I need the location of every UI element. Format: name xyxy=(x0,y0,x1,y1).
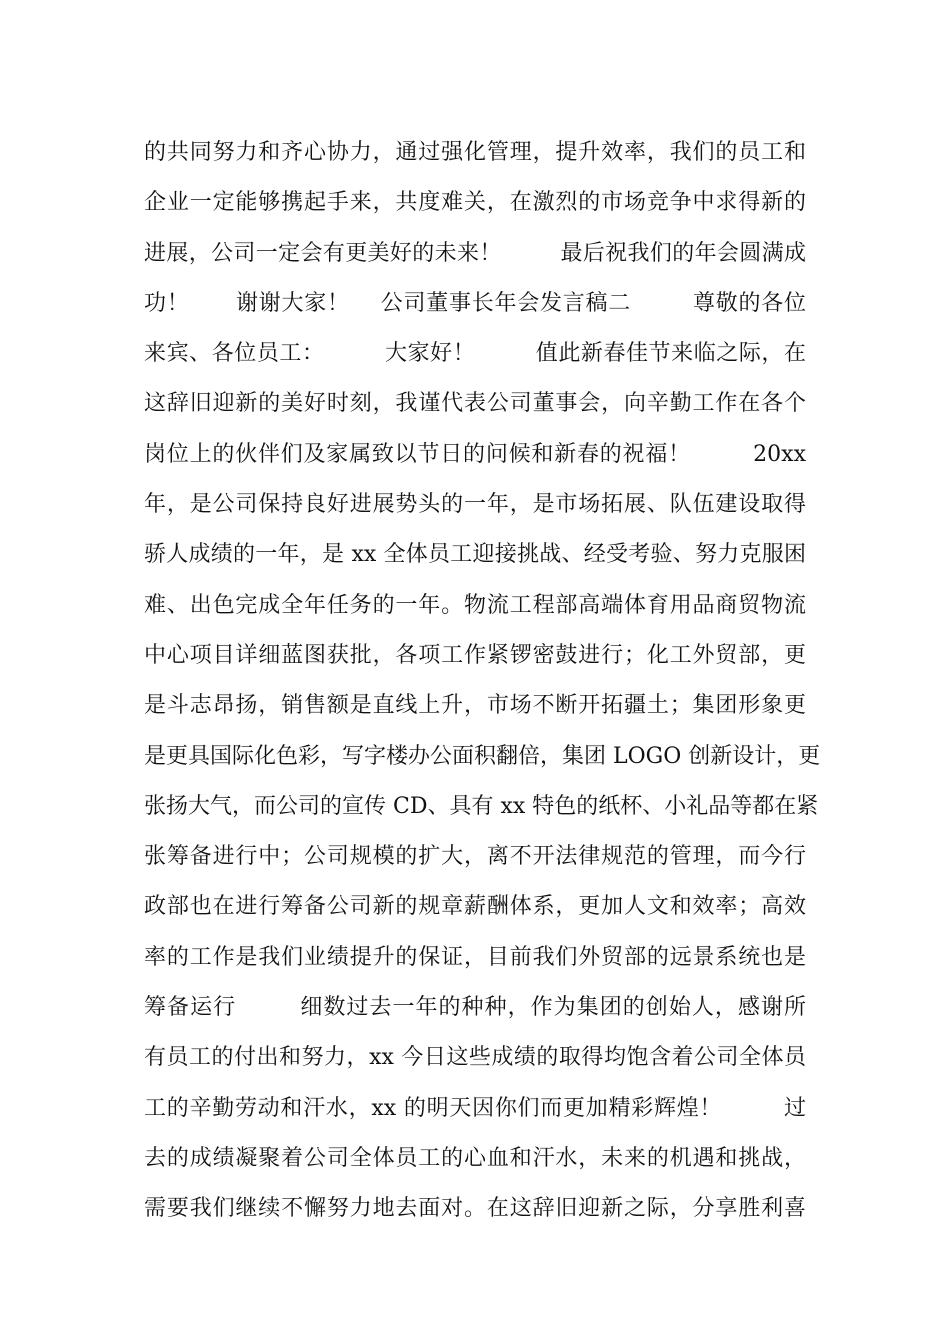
text-line: 工的辛勤劳动和汗水，xx 的明天因你们而更加精彩辉煌！ 过 xyxy=(144,1095,806,1121)
body-text xyxy=(144,128,821,1235)
text-line: 的共同努力和齐心协力，通过强化管理，提升效率，我们的员工和 xyxy=(144,140,806,165)
text-line: 中心项目详细蓝图获批，各项工作紧锣密鼓进行；化工外贸部，更 xyxy=(144,642,806,668)
text-line: 张筹备进行中；公司规模的扩大，离不开法律规范的管理，而今行 xyxy=(144,844,806,870)
text-line: 企业一定能够携起手来，共度难关，在激烈的市场竞争中求得新的 xyxy=(144,190,806,216)
text-line: 需要我们继续不懈努力地去面对。在这辞旧迎新之际，分享胜利喜 xyxy=(144,1196,806,1222)
text-line: 功！ 谢谢大家！ 公司董事长年会发言稿二 尊敬的各位 xyxy=(144,290,806,316)
text-line: 张扬大气，而公司的宣传 CD、具有 xx 特色的纸杯、小礼品等都在紧 xyxy=(144,793,819,819)
text-line: 岗位上的伙伴们及家属致以节日的问候和新春的祝福！ 20xx xyxy=(144,441,806,467)
text-line: 年，是公司保持良好进展势头的一年，是市场拓展、队伍建设取得 xyxy=(144,492,806,518)
text-line: 骄人成绩的一年，是 xx 全体员工迎接挑战、经受考验、努力克服困 xyxy=(144,542,806,568)
text-line: 有员工的付出和努力，xx 今日这些成绩的取得均饱含着公司全体员 xyxy=(144,1045,806,1071)
text-line: 率的工作是我们业绩提升的保证，目前我们外贸部的远景系统也是 xyxy=(144,944,806,970)
text-line: 难、出色完成全年任务的一年。物流工程部高端体育用品商贸物流 xyxy=(144,592,806,618)
text-line: 去的成绩凝聚着公司全体员工的心血和汗水，未来的机遇和挑战， xyxy=(144,1145,806,1171)
text-line: 是斗志昂扬，销售额是直线上升，市场不断开拓疆土；集团形象更 xyxy=(144,693,806,719)
text-line: 来宾、各位员工： 大家好！ 值此新春佳节来临之际，在 xyxy=(144,341,806,367)
text-line: 进展，公司一定会有更美好的未来！ 最后祝我们的年会圆满成 xyxy=(144,240,806,266)
text-line: 这辞旧迎新的美好时刻，我谨代表公司董事会，向辛勤工作在各个 xyxy=(144,391,806,417)
text-line: 是更具国际化色彩，写字楼办公面积翻倍，集团 LOGO 创新设计，更 xyxy=(144,743,821,769)
text-line: 政部也在进行筹备公司新的规章薪酬体系，更加人文和效率；高效 xyxy=(144,894,806,920)
text-line: 筹备运行 细数过去一年的种种，作为集团的创始人，感谢所 xyxy=(144,995,806,1021)
